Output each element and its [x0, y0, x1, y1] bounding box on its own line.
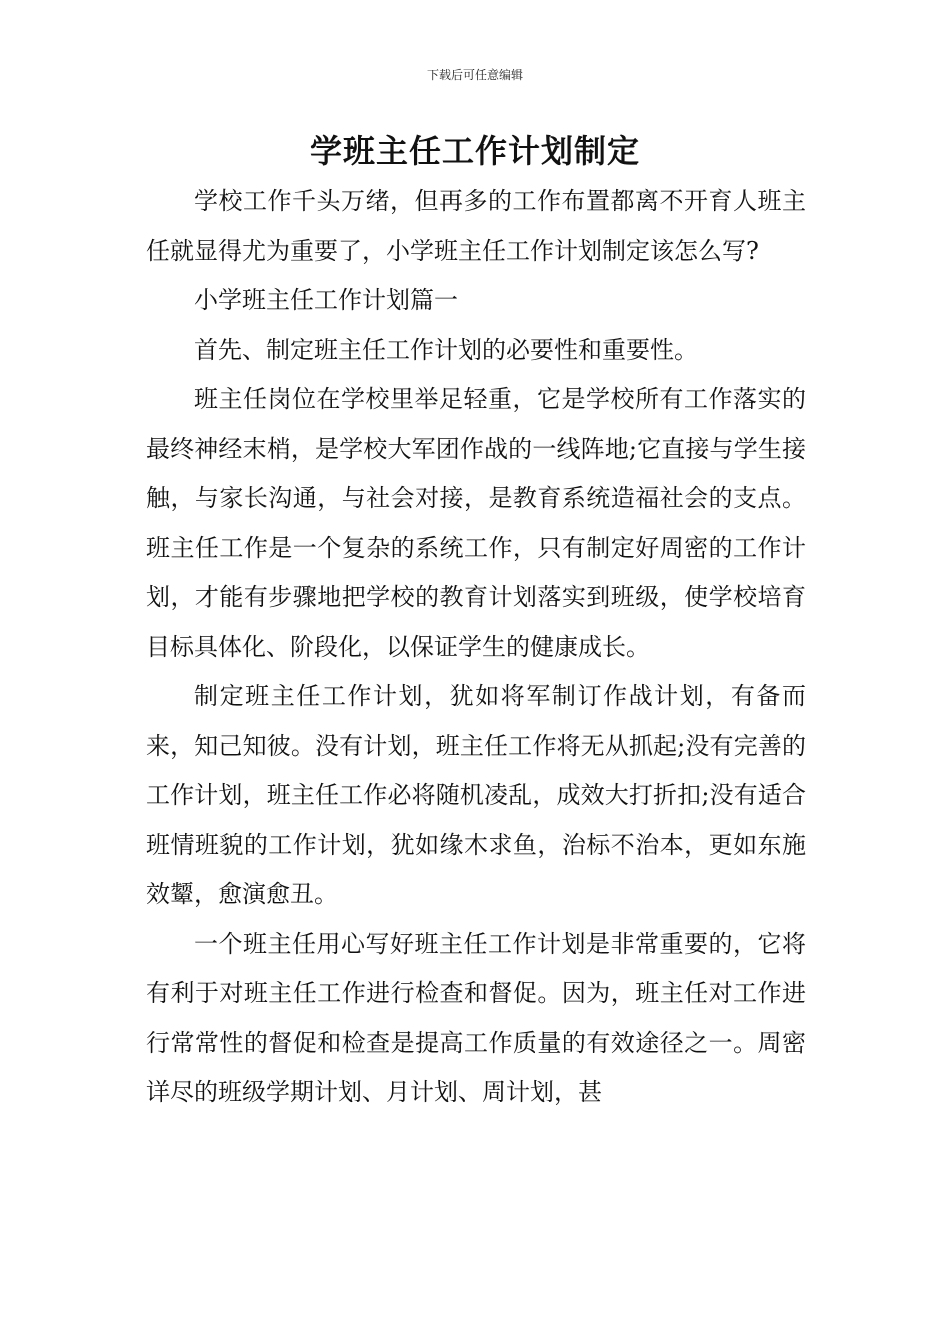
paragraph-importance: 一个班主任用心写好班主任工作计划是非常重要的，它将有利于对班主任工作进行检查和督促。因为，班主任对工作进行常常性的督促和检查是提高工作质量的有效途径之一。周密详尽的班级学期计划、月计划、周计划，甚	[146, 929, 806, 1106]
paragraph-intro: 学校工作千头万绪，但再多的工作布置都离不开育人班主任就显得尤为重要了，小学班主任工作计划制定该怎么写?	[146, 187, 806, 265]
paragraph-role: 班主任岗位在学校里举足轻重，它是学校所有工作落实的最终神经末梢，是学校大军团作战的一线阵地;它直接与学生接触，与家长沟通，与社会对接，是教育系统造福社会的支点。班主任工作是一个复杂的系统工作，只有制定好周密的工作计划，才能有步骤地把学校的教育计划落实到班级，使学校培育目标具体化、阶段化，以保证学生的健康成长。	[146, 385, 806, 661]
document-body	[146, 177, 806, 1118]
document-title: 学班主任工作计划制定	[309, 132, 640, 170]
section-heading: 小学班主任工作计划篇一	[194, 286, 458, 314]
paragraph-first-point: 首先、制定班主任工作计划的必要性和重要性。	[194, 335, 698, 364]
header-note: 下载后可任意编辑	[426, 68, 523, 82]
paragraph-analogy: 制定班主任工作计划，犹如将军制订作战计划，有备而来，知己知彼。没有计划，班主任工作将无从抓起;没有完善的工作计划，班主任工作必将随机凌乱，成效大打折扣;没有适合班情班貌的工作计划，犹如缘木求鱼，治标不治本，更如东施效颦，愈演愈丑。	[146, 682, 806, 908]
